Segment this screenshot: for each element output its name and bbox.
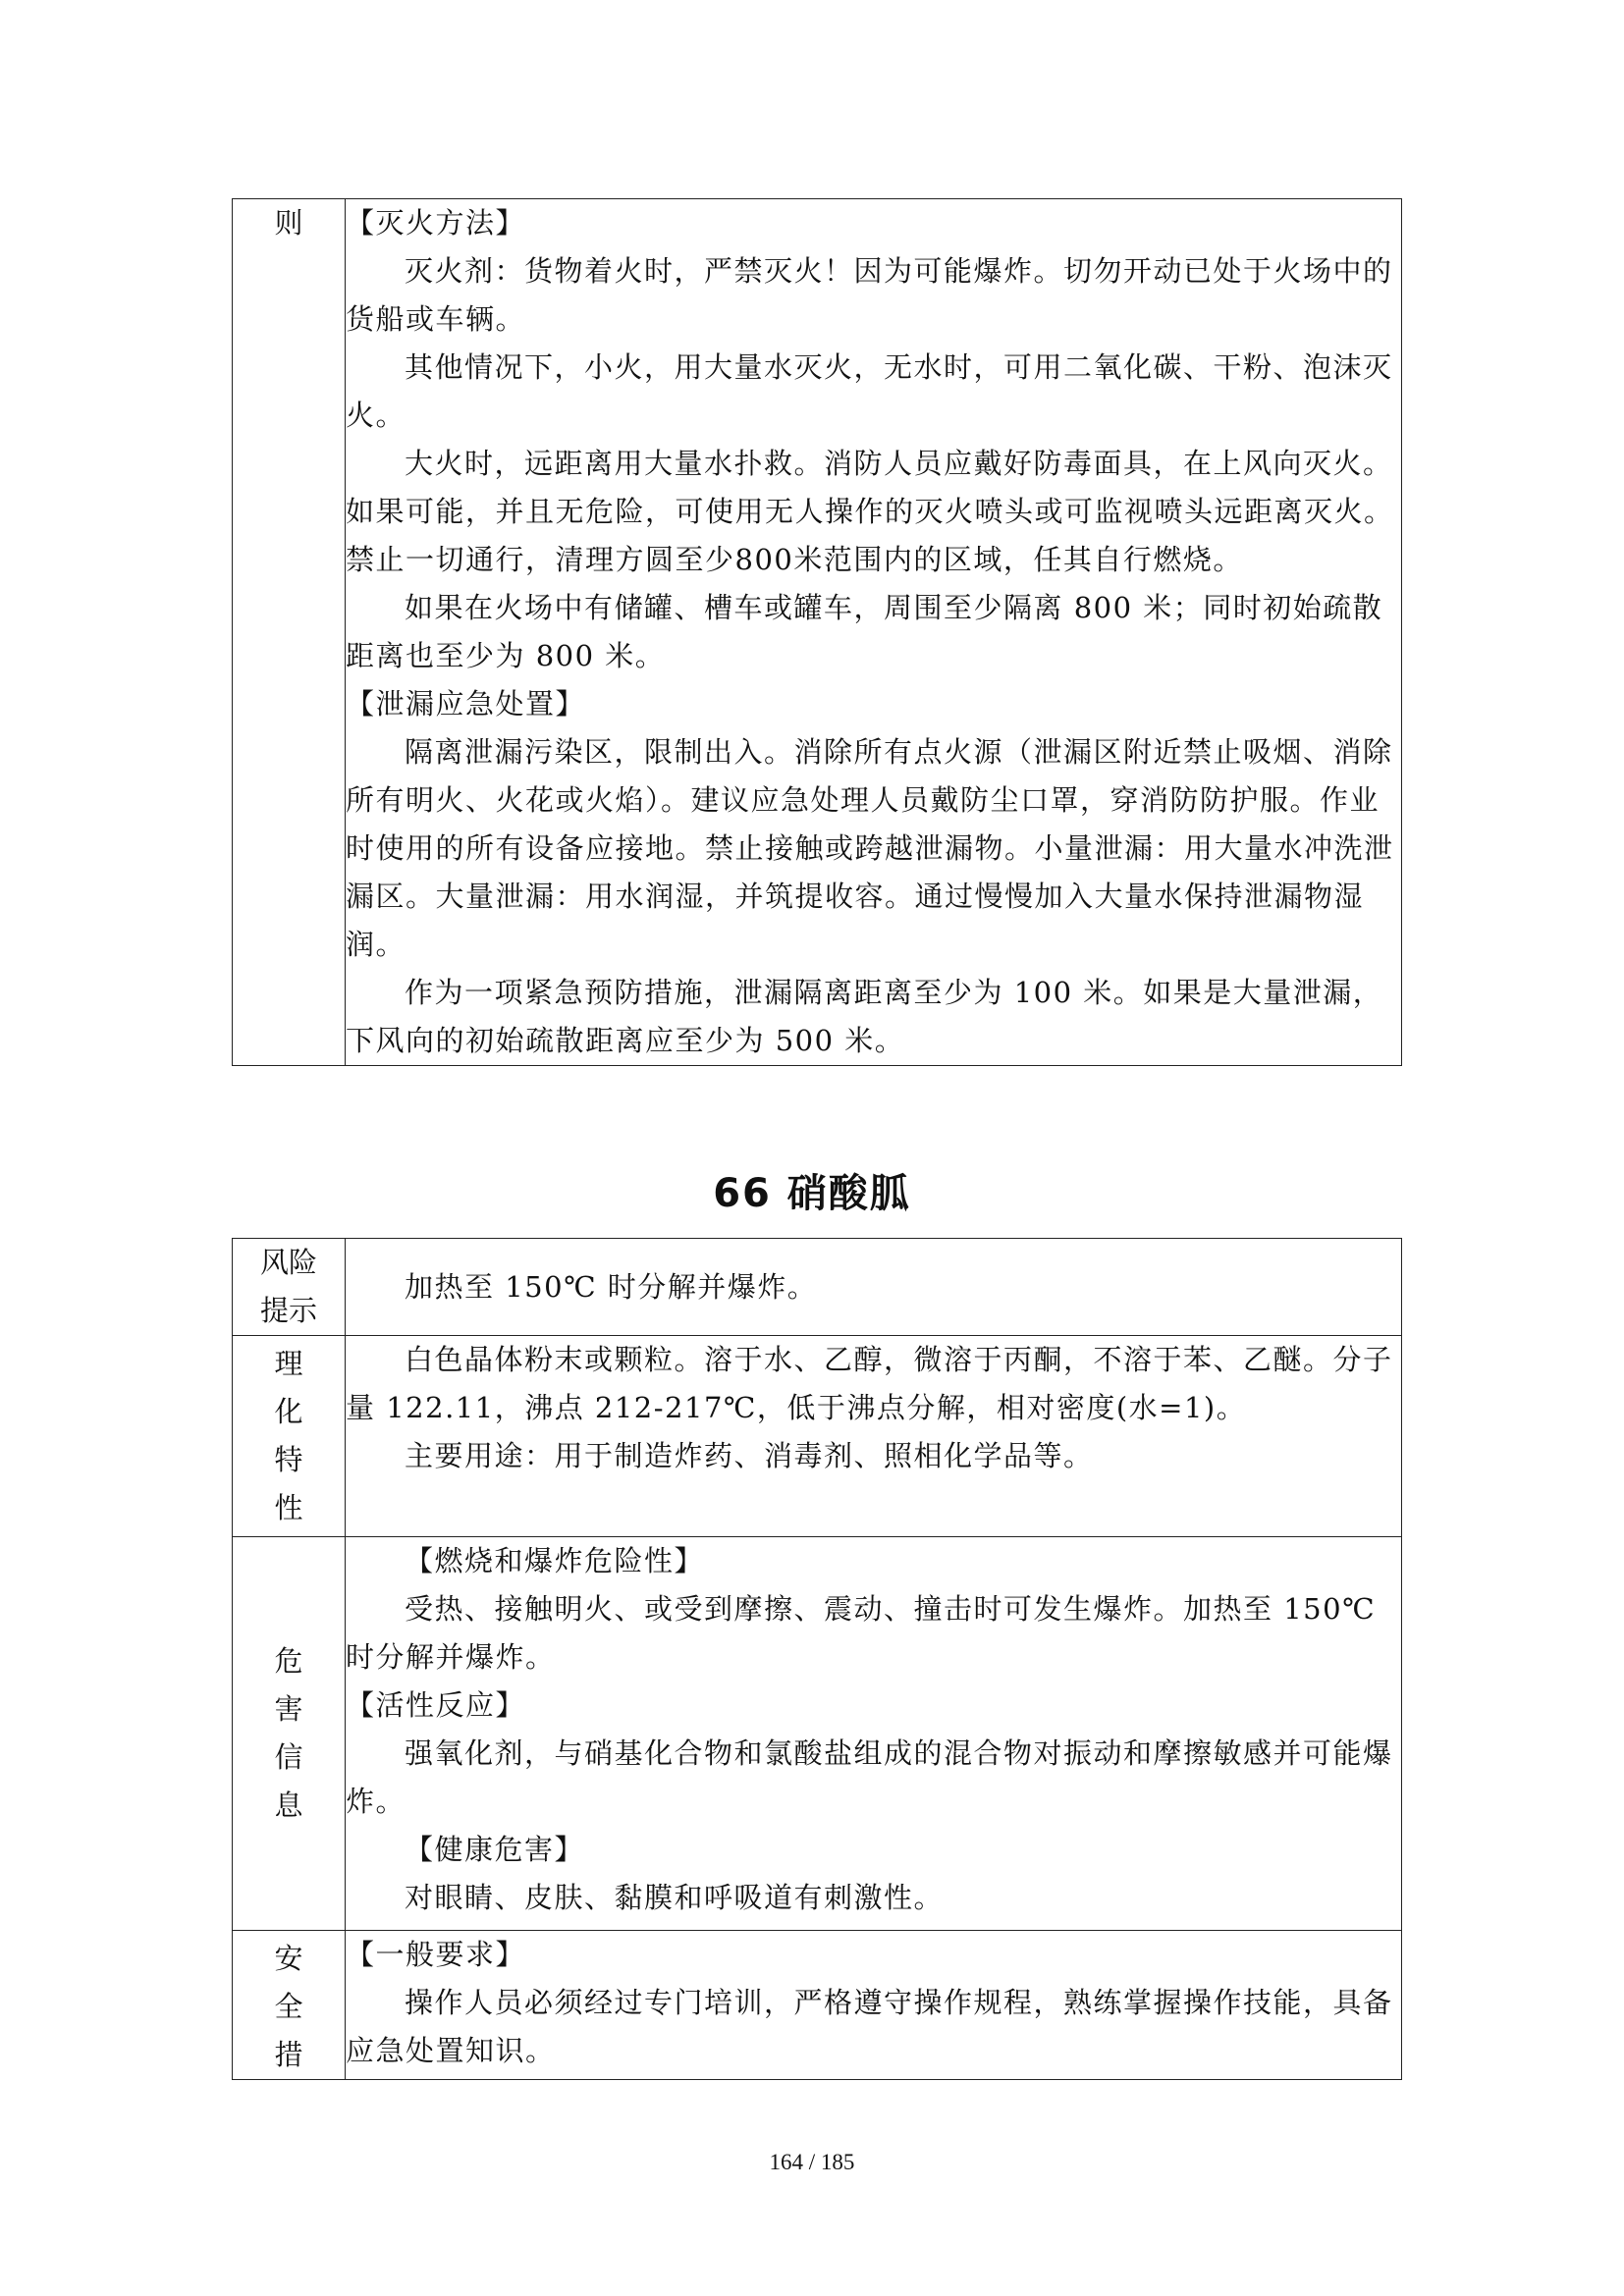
paragraph: 【健康危害】 <box>405 1833 585 1866</box>
row-header-text: 信 <box>274 1740 303 1774</box>
table-row-properties <box>233 1336 1402 1537</box>
paragraph: 【灭火方法】 <box>346 206 526 240</box>
row-header-text: 措 <box>274 2038 303 2071</box>
table-row-hazard <box>233 1537 1402 1931</box>
row-header-text: 全 <box>274 1990 303 2023</box>
paragraph: 【一般要求】 <box>346 1938 526 1971</box>
paragraph: 【燃烧和爆炸危险性】 <box>405 1544 705 1577</box>
paragraph: 【泄漏应急处置】 <box>346 687 586 721</box>
paragraph: 如果在火场中有储罐、槽车或罐车，周围至少隔离 800 米；同时初始疏散距离也至少为 800 米。 <box>346 591 1383 672</box>
row-body <box>346 1336 1402 1537</box>
paragraph: 加热至 150℃ 时分解并爆炸。 <box>405 1269 818 1304</box>
row-header-text: 性 <box>274 1491 303 1524</box>
paragraph: 对眼睛、皮肤、黏膜和呼吸道有刺激性。 <box>405 1881 945 1914</box>
row-header-text: 安 <box>274 1942 303 1975</box>
row-header-text: 理 <box>274 1347 303 1380</box>
row-header-text: 风险 <box>259 1246 317 1279</box>
row-body <box>346 1931 1402 2080</box>
paragraph: 其他情况下，小火，用大量水灭火，无水时，可用二氧化碳、干粉、泡沫灭火。 <box>346 350 1393 432</box>
row-header-text: 危 <box>274 1644 303 1678</box>
row-body <box>346 1537 1402 1931</box>
table-row-risk <box>233 1239 1402 1336</box>
row-header-text: 化 <box>274 1395 303 1428</box>
row-header <box>233 1537 346 1931</box>
table-row-safety <box>233 1931 1402 2080</box>
row-body <box>346 199 1402 1066</box>
page-number: 164 / 185 <box>769 2150 855 2174</box>
row-header-text: 提示 <box>259 1294 317 1327</box>
paragraph: 灭火剂：货物着火时，严禁灭火！因为可能爆炸。切勿开动已处于火场中的货船或车辆。 <box>346 254 1393 336</box>
paragraph: 【活性反应】 <box>346 1688 526 1722</box>
row-header <box>233 1931 346 2080</box>
section-title: 66 硝酸胍 <box>713 1171 911 1216</box>
row-body <box>346 1239 1402 1336</box>
row-header <box>233 1239 346 1336</box>
chemical-info-table <box>232 1238 1402 2080</box>
row-header-text: 特 <box>274 1443 303 1476</box>
paragraph: 大火时，远距离用大量水扑救。消防人员应戴好防毒面具，在上风向灭火。如果可能，并且无危险，可使用无人操作的灭火喷头或可监视喷头远距离灭火。禁止一切通行，清理方圆至少800米范围内的区域，任其自行燃烧。 <box>346 447 1394 576</box>
paragraph: 强氧化剂，与硝基化合物和氯酸盐组成的混合物对振动和摩擦敏感并可能爆炸。 <box>346 1736 1393 1818</box>
row-header-text: 则 <box>274 206 303 240</box>
row-header-text: 息 <box>274 1789 303 1822</box>
row-header <box>233 199 346 1066</box>
paragraph: 主要用途：用于制造炸药、消毒剂、照相化学品等。 <box>405 1439 1094 1472</box>
paragraph: 作为一项紧急预防措施，泄漏隔离距离至少为 100 米。如果是大量泄漏，下风向的初始疏散距离应至少为 500 米。 <box>346 976 1383 1057</box>
paragraph: 操作人员必须经过专门培训，严格遵守操作规程，熟练掌握操作技能，具备应急处置知识。 <box>346 1986 1393 2067</box>
row-header <box>233 1336 346 1537</box>
paragraph: 隔离泄漏污染区，限制出入。消除所有点火源（泄漏区附近禁止吸烟、消除所有明火、火花或火焰）。建议应急处理人员戴防尘口罩，穿消防防护服。作业时使用的所有设备应接地。禁止接触或跨越泄漏物。小量泄漏：用大量水冲洗泄漏区。大量泄漏：用水润湿，并筑提收容。通过慢慢加入大量水保持泄漏物湿润。 <box>346 735 1394 961</box>
paragraph: 白色晶体粉末或颗粒。溶于水、乙醇，微溶于丙酮，不溶于苯、乙醚。分子量 122.11，沸点 212-217℃，低于沸点分解，相对密度(水=1)。 <box>346 1343 1393 1424</box>
table-row <box>233 199 1402 1066</box>
paragraph: 受热、接触明火、或受到摩擦、震动、撞击时可发生爆炸。加热至 150℃ 时分解并爆炸。 <box>346 1592 1377 1674</box>
row-header-text: 害 <box>274 1692 303 1726</box>
continuation-table <box>232 198 1402 1066</box>
